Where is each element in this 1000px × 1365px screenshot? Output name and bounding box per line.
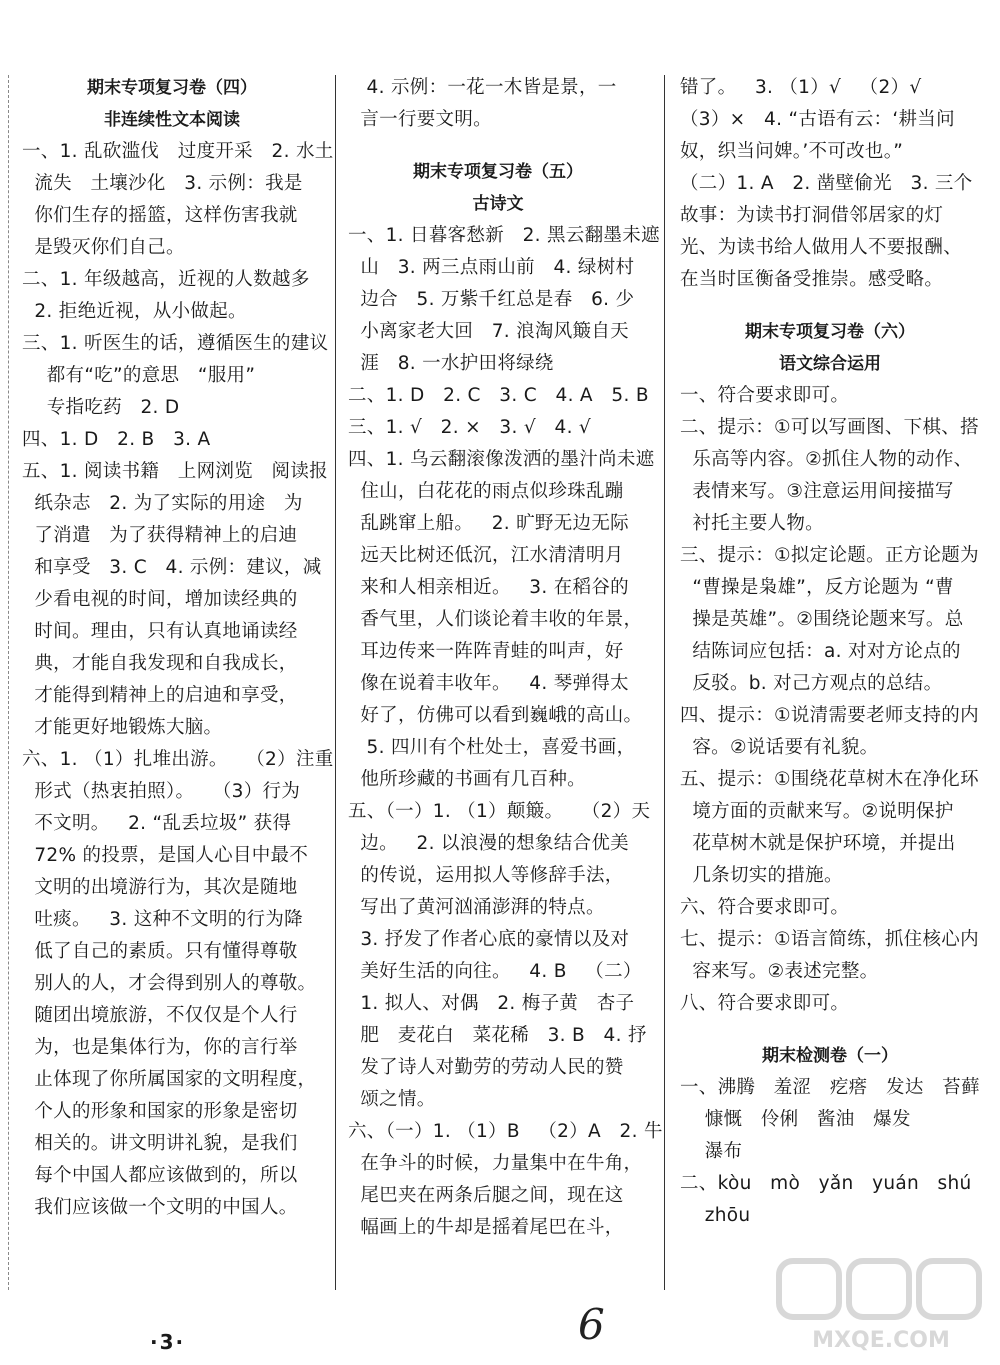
answer-line: 耳边传来一阵阵青蛙的叫声，好 bbox=[348, 641, 624, 662]
answer-line: 七、提示：①语言简练，抓住核心内 bbox=[680, 929, 979, 950]
answer-line: 二、提示：①可以写画图、下棋、搭 bbox=[680, 417, 979, 438]
answer-line: 涯 8. 一水护田将绿绕 bbox=[348, 353, 554, 374]
answer-line: 四、1. D 2. B 3. A bbox=[22, 429, 211, 450]
answer-line: 专指吃药 2. D bbox=[22, 397, 180, 418]
answer-line: 五、1. 阅读书籍 上网浏览 阅读报 bbox=[22, 461, 328, 482]
answer-line: 乐高等内容。②抓住人物的动作、 bbox=[680, 449, 973, 470]
answer-line: 来和人相亲相近。 3. 在稻谷的 bbox=[348, 577, 629, 598]
page-number: ·3· bbox=[150, 1330, 186, 1354]
answer-line: 和享受 3. C 4. 示例：建议，减 bbox=[22, 557, 322, 578]
section-title: 期末专项复习卷（六） bbox=[745, 322, 915, 342]
answer-line: zhōu bbox=[680, 1205, 751, 1226]
answer-line: 随团出境旅游，不仅仅是个人行 bbox=[22, 1005, 298, 1026]
column-divider-2 bbox=[664, 75, 665, 1290]
answer-line: 远天比树还低沉，江水清清明月 bbox=[348, 545, 624, 566]
answer-line: 四、提示：①说清需要老师支持的内 bbox=[680, 705, 979, 726]
left-margin-dashed-line bbox=[8, 75, 9, 1290]
answer-line: 光、为读书给人做用人不要报酬、 bbox=[680, 237, 963, 258]
watermark-logo bbox=[773, 1255, 988, 1355]
section-title: 古诗文 bbox=[472, 194, 524, 214]
answer-line: 别人的人，才会得到别人的尊敬。 bbox=[22, 973, 317, 994]
answer-line: 不文明。 2. “乱丢垃圾” 获得 bbox=[22, 813, 292, 834]
answer-line: 时间。理由，只有认真地诵读经 bbox=[22, 621, 298, 642]
answer-line: 低了自己的素质。只有懂得尊敬 bbox=[22, 941, 298, 962]
section-title: 期末专项复习卷（四） bbox=[87, 78, 257, 98]
answer-line: 二、1. D 2. C 3. C 4. A 5. B bbox=[348, 385, 649, 406]
answer-line: 故事：为读书打洞借邻居家的灯 bbox=[680, 205, 944, 226]
answer-line: 奴，织当问婢。’不可改也。” bbox=[680, 141, 904, 162]
answer-line: 纸杂志 2. 为了实际的用途 为 bbox=[22, 493, 303, 514]
answer-line: 幅画上的牛却是摇着尾巴在斗， bbox=[348, 1217, 624, 1238]
answer-line: 错了。 3. （1）√ （2）√ bbox=[680, 77, 922, 98]
answer-line: 操是英雄”。②围绕论题来写。总 bbox=[680, 609, 964, 630]
answer-line: 言一行要文明。 bbox=[348, 109, 492, 130]
answer-line: 一、1. 乱砍滥伐 过度开采 2. 水土 bbox=[22, 141, 334, 162]
column-2 bbox=[348, 72, 663, 1244]
answer-line: 四、1. 乌云翻滚像泼洒的墨汁尚未遮 bbox=[348, 449, 655, 470]
handwritten-mark: 6 bbox=[578, 1300, 605, 1349]
answer-line: 小离家老大回 7. 浪淘风簸自天 bbox=[348, 321, 629, 342]
answer-line: 个人的形象和国家的形象是密切 bbox=[22, 1101, 298, 1122]
answer-line: 好了，仿佛可以看到巍峨的高山。 bbox=[348, 705, 643, 726]
answer-line: 在争斗的时候，力量集中在牛角， bbox=[348, 1153, 643, 1174]
answer-line: 3. 抒发了作者心底的豪情以及对 bbox=[348, 929, 630, 950]
answer-line: 发了诗人对勤劳的劳动人民的赞 bbox=[348, 1057, 624, 1078]
answer-line: 才能更好地锻炼大脑。 bbox=[22, 717, 223, 738]
section-title: 期末检测卷（一） bbox=[762, 1046, 898, 1066]
answer-line: 住山，白花花的雨点似珍珠乱蹦 bbox=[348, 481, 624, 502]
column-1 bbox=[22, 72, 334, 1224]
answer-line: 二、kòu mò yǎn yuán shú bbox=[680, 1173, 972, 1194]
answer-line: 一、沸腾 羞涩 疙瘩 发达 苔藓 bbox=[680, 1077, 980, 1098]
answer-line: 容来写。②表述完整。 bbox=[680, 961, 879, 982]
answer-line: 文明的出境游行为，其次是随地 bbox=[22, 877, 298, 898]
answer-line: 瀑布 bbox=[680, 1141, 743, 1162]
answer-line: 每个中国人都应该做到的，所以 bbox=[22, 1165, 298, 1186]
answer-line: 香气里，人们谈论着丰收的年景， bbox=[348, 609, 643, 630]
answer-line: 尾巴夹在两条后腿之间，现在这 bbox=[348, 1185, 624, 1206]
answer-line: 山 3. 两三点雨山前 4. 绿树村 bbox=[348, 257, 635, 278]
answer-line: 形式（热衷拍照）。 （3）行为 bbox=[22, 781, 301, 802]
answer-line: 二、1. 年级越高，近视的人数越多 bbox=[22, 269, 310, 290]
answer-line: 乱跳窜上船。 2. 旷野无边无际 bbox=[348, 513, 629, 534]
answer-line: 三、1. 听医生的话，遵循医生的建议 bbox=[22, 333, 329, 354]
answer-line: 吐痰。 3. 这种不文明的行为降 bbox=[22, 909, 303, 930]
answer-line: 颂之情。 bbox=[348, 1089, 436, 1110]
answer-line: 他所珍藏的书画有几百种。 bbox=[348, 769, 586, 790]
answer-line: 八、符合要求即可。 bbox=[680, 993, 850, 1014]
answer-line: 2. 拒绝近视，从小做起。 bbox=[22, 301, 247, 322]
answer-line: 境方面的贡献来写。②说明保护 bbox=[680, 801, 954, 822]
column-divider-1 bbox=[335, 75, 336, 1290]
answer-line: 五、提示：①围绕花草树木在净化环 bbox=[680, 769, 979, 790]
answer-line: （二）1. A 2. 凿壁偷光 3. 三个 bbox=[680, 173, 973, 194]
answer-line: 的传说，运用拟人等修辞手法， bbox=[348, 865, 624, 886]
answer-line: 相关的。讲文明讲礼貌，是我们 bbox=[22, 1133, 298, 1154]
column-3 bbox=[680, 72, 980, 1232]
answer-line: 1. 拟人、对偶 2. 梅子黄 杏子 bbox=[348, 993, 635, 1014]
answer-line: 像在说着丰收年。 4. 琴弹得太 bbox=[348, 673, 629, 694]
answer-line: “曹操是枭雄”，反方论题为 “曹 bbox=[680, 577, 954, 598]
answer-line: 少看电视的时间，增加读经典的 bbox=[22, 589, 298, 610]
answer-line: 六、1. （1）扎堆出游。 （2）注重 bbox=[22, 749, 334, 770]
answer-line: 几条切实的措施。 bbox=[680, 865, 843, 886]
watermark-url: MXQE.COM bbox=[812, 1328, 950, 1353]
answer-line: 反驳。b. 对己方观点的总结。 bbox=[680, 673, 943, 694]
answer-line: 容。②说话要有礼貌。 bbox=[680, 737, 879, 758]
answer-line: 你们生存的摇篮，这样伤害我就 bbox=[22, 205, 298, 226]
answer-line: 5. 四川有个杜处士，喜爱书画， bbox=[348, 737, 636, 758]
answer-line: 六、符合要求即可。 bbox=[680, 897, 850, 918]
answer-line: 才能得到精神上的启迪和享受， bbox=[22, 685, 298, 706]
section-gap bbox=[680, 1020, 980, 1040]
answer-line: 4. 示例：一花一木皆是景，一 bbox=[348, 77, 617, 98]
answer-line: 边。 2. 以浪漫的想象结合优美 bbox=[348, 833, 629, 854]
answer-line: （3）× 4. “古语有云：‘耕当问 bbox=[680, 109, 955, 130]
answer-line: 五、（一）1. （1）颠簸。 （2）天 bbox=[348, 801, 651, 822]
answer-line: 止体现了你所属国家的文明程度， bbox=[22, 1069, 317, 1090]
answer-line: 都有“吃”的意思 “服用” bbox=[22, 365, 256, 386]
answer-line: 流失 土壤沙化 3. 示例：我是 bbox=[22, 173, 303, 194]
section-title: 期末专项复习卷（五） bbox=[413, 162, 583, 182]
section-title: 非连续性文本阅读 bbox=[104, 110, 240, 130]
answer-line: 表情来写。③注意运用间接描写 bbox=[680, 481, 954, 502]
answer-line: 一、符合要求即可。 bbox=[680, 385, 850, 406]
answer-line: 是毁灭你们自己。 bbox=[22, 237, 185, 258]
answer-line: 一、1. 日暮客愁新 2. 黑云翻墨未遮 bbox=[348, 225, 660, 246]
answer-line: 在当时匡衡备受推崇。感受略。 bbox=[680, 269, 944, 290]
section-title: 语文综合运用 bbox=[779, 354, 881, 374]
answer-line: 写出了黄河汹涌澎湃的特点。 bbox=[348, 897, 605, 918]
answer-line: 三、1. √ 2. × 3. √ 4. √ bbox=[348, 417, 592, 438]
answer-line: 慷慨 伶俐 酱油 爆发 bbox=[680, 1109, 911, 1130]
answer-line: 花草树木就是保护环境，并提出 bbox=[680, 833, 956, 854]
answer-line: 了消遣 为了获得精神上的启迪 bbox=[22, 525, 298, 546]
section-gap bbox=[348, 136, 648, 156]
answer-line: 72% 的投票，是国人心目中最不 bbox=[22, 845, 309, 866]
answer-line: 边合 5. 万紫千红总是春 6. 少 bbox=[348, 289, 635, 310]
answer-line: 为，也是集体行为，你的言行举 bbox=[22, 1037, 298, 1058]
answer-line: 三、提示：①拟定论题。正方论题为 bbox=[680, 545, 979, 566]
answer-line: 我们应该做一个文明的中国人。 bbox=[22, 1197, 298, 1218]
answer-line: 肥 麦花白 菜花稀 3. B 4. 抒 bbox=[348, 1025, 647, 1046]
answer-line: 美好生活的向往。 4. B （二） bbox=[348, 961, 642, 982]
answer-line: 结陈词应包括：a. 对对方论点的 bbox=[680, 641, 961, 662]
answer-line: 六、（一）1. （1）B （2）A 2. 牛 bbox=[348, 1121, 663, 1142]
answer-line: 衬托主要人物。 bbox=[680, 513, 824, 534]
section-gap bbox=[680, 296, 980, 316]
answer-line: 典，才能自我发现和自我成长， bbox=[22, 653, 298, 674]
